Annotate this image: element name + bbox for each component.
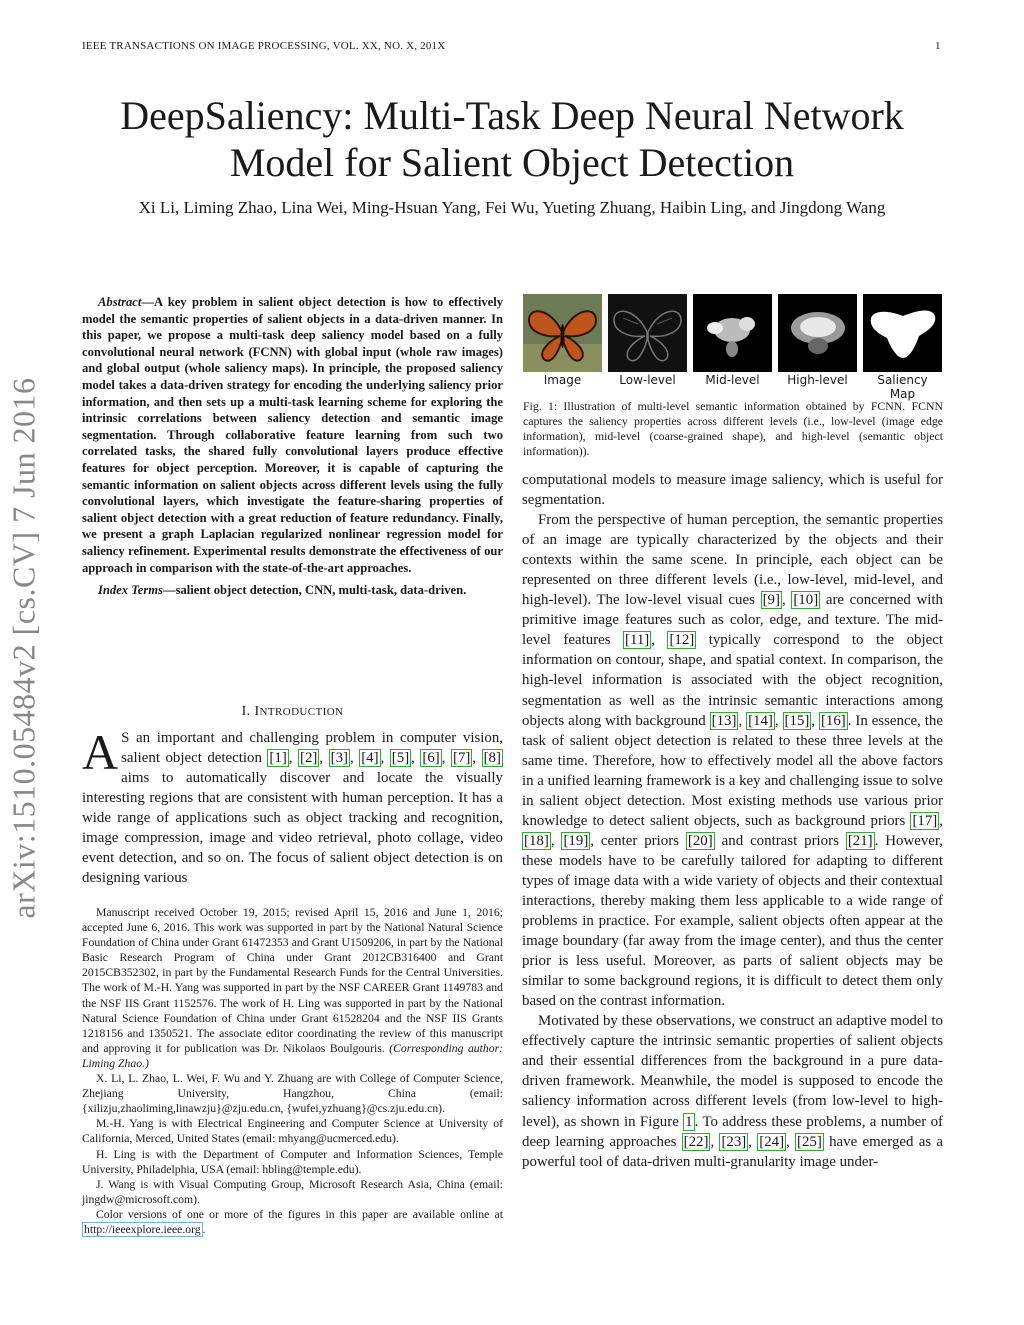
citation-link[interactable]: [10] [793, 592, 819, 609]
citation-link[interactable]: [5] [391, 750, 410, 767]
citation-link[interactable]: [21] [847, 832, 873, 849]
ieeexplore-link[interactable]: http://ieeexplore.ieee.org [84, 1222, 201, 1236]
figure-1-labels [523, 373, 943, 401]
paragraph: computational models to measure image saliency, which is useful for segmentation. [522, 472, 943, 509]
title-line-2: Model for Salient Object Detection [229, 140, 795, 185]
index-terms-label: Index Terms [98, 583, 163, 598]
citation-link[interactable]: [20] [687, 832, 713, 849]
paragraph: Motivated by these observations, we construct an adaptive model to effectively capture the intrinsic semantic properties of salient objects and their essential differences from the background in a pure data-driven framework. Meanwhile, the model is supposed to encode the saliency information across different levels (from low-level to high-level), as shown in Figure 1 . To address these problems, a number of deep learning approaches [22] , [23] , [24] , [25] have emerged as a powerful tool of data-driven multi-granularity image under- [522, 1013, 943, 1170]
citation-link[interactable]: [13] [711, 712, 737, 729]
page-number: 1 [935, 40, 941, 52]
high-level-map [778, 294, 857, 372]
footnote-affiliation: H. Ling is with the Department of Computer and Information Sciences, Temple University, Philadelphia, USA (email: hbling@temple.edu). [82, 1147, 503, 1176]
footnote-affiliation: M.-H. Yang is with Electrical Engineering and Computer Science at University of California, Merced, United States (email: mhyang@ucmerced.edu). [82, 1117, 503, 1146]
index-terms-text: —salient object detection, CNN, multi-task, data-driven. [162, 583, 467, 598]
citation-link[interactable]: [19] [563, 832, 589, 849]
citation-link[interactable]: [4] [361, 750, 379, 767]
citation-link[interactable]: [17] [912, 812, 938, 829]
section-heading-introduction: I. INTRODUCTION [241, 704, 344, 719]
citation-link[interactable]: [14] [748, 712, 773, 729]
footnote-affiliation: J. Wang is with Visual Computing Group, Microsoft Research Asia, China (email: jingdw@microsoft.com). [82, 1177, 503, 1206]
figure-label: High-level [787, 373, 848, 387]
citation-link[interactable]: [2] [300, 750, 318, 767]
citation-link[interactable]: [8] [483, 750, 501, 767]
right-column-text [522, 470, 943, 1172]
footnote-color-versions: Color versions of one or more of the figures in this paper are available online at http://ieeexplore.ieee.org . [84, 1207, 503, 1236]
citation-link[interactable]: [16] [820, 712, 846, 729]
footnote-funding: Manuscript received October 19, 2015; revised April 15, 2016 and June 1, 2016; accepted June 6, 2016. This work was supported in part by the National Natural Science Foundation of China under Grant 61472353 and Grant U1509206, in part by the National Basic Research Program of China under Grant 2012CB316400 and Grant 2015CB352302, in part by the Fundamental Research Funds for the Central Universities. The work of M.-H. Yang was supported in part by the NSF CAREER Grant 1149783 and the NSF IIS Grant 1152576. The work of H. Ling was supported in part by the National Natural Science Foundation of China under Grant 61528204 and the NSF IIS Grants 1218156 and 1350521. The associate editor coordinating the review of this manuscript and approving it for publication was Dr. Nikolaos Boulgouris. (Corresponding author: Liming Zhao.) [82, 906, 504, 1070]
citation-link[interactable]: [23] [721, 1133, 747, 1150]
arxiv-stamp: arXiv:1510.05484v2 [cs.CV] 7 Jun 2016 [5, 377, 42, 919]
figure-label: Mid-level [705, 373, 760, 387]
abstract-text: —A key problem in salient object detection is how to effectively model the semantic properties of salient objects in a data-driven manner. In this paper, we propose a multi-task deep saliency model based on a fully convolutional neural network (FCNN) with global input (whole raw images) and global output (whole saliency maps). In principle, the proposed saliency model takes a data-driven strategy for encoding the underlying saliency prior information, and then sets up a multi-task learning scheme for exploring the intrinsic correlations between saliency detection and semantic image segmentation. Through collaborative feature learning from such two correlated tasks, the shared fully convolutional layers produce effective features for object perception. Moreover, it is capable of capturing the semantic information on salient objects across different levels using the fully convolutional layers, which investigate the feature-sharing properties of salient object detection with a great reduction of feature redundancy. Finally, we present a graph Laplacian regularized nonlinear regression model for saliency refinement. Experimental results demonstrate the effectiveness of our approach in comparison with the state-of-the-art approaches. [82, 295, 503, 575]
figure-label: Low-level [619, 373, 676, 387]
citation-link[interactable]: [18] [524, 832, 549, 849]
figure-label: Image [543, 373, 582, 387]
citation-link[interactable]: [3] [330, 750, 348, 767]
citation-link[interactable]: [12] [669, 632, 695, 649]
citation-link[interactable]: [24] [759, 1133, 785, 1150]
saliency-map [863, 294, 942, 372]
figure-link[interactable]: 1 [685, 1113, 693, 1130]
citation-link[interactable]: [11] [625, 632, 650, 649]
paper-title [0, 92, 1024, 186]
citation-link[interactable]: [9] [762, 592, 780, 609]
footnotes [82, 905, 503, 1237]
figure-1-caption: Fig. 1: Illustration of multi-level semantic information obtained by FCNN. FCNN captures the saliency properties across different levels (i.e., low-level (image edge information), mid-level (coarse-grained shape), and high-level (semantic object information)). [523, 399, 943, 458]
citation-link[interactable]: [15] [784, 712, 810, 729]
footnote-affiliation: X. Li, L. Zhao, L. Wei, F. Wu and Y. Zhuang are with College of Computer Science, Zhejiang University, Hangzhou, China (email: {xilizju,zhaoliming,linawzju}@zju.edu.cn, {wufei,yzhuang}@cs.zju.edu.cn). [82, 1072, 503, 1116]
citation-link[interactable]: [1] [269, 750, 287, 767]
title-line-1: DeepSaliency: Multi-Task Deep Neural Network [120, 93, 904, 138]
mid-level-map [693, 294, 772, 372]
abstract-label: Abstract [98, 295, 142, 309]
figure-label: Saliency Map [877, 373, 928, 401]
introduction-text: A S an important and challenging problem in computer vision, salient object detection [1] , [2] , [3] , [4] , [5] , [6] , [7] , [8] aims to automatically discover and locate the visually interesting regions that are consistent with human perception. It has a wide range of applications such as object tracking and recognition, image compression, image and video retrieval, photo collage, video event detection, and so on. The focus of salient object detection is on designing various [82, 724, 503, 887]
citation-link[interactable]: [6] [422, 750, 440, 767]
butterfly-image [523, 294, 602, 372]
citation-link[interactable]: [22] [683, 1133, 709, 1150]
drop-cap: A [82, 724, 119, 780]
abstract [82, 294, 503, 599]
running-header: IEEE TRANSACTIONS ON IMAGE PROCESSING, VOL. XX, NO. X, 201X [82, 40, 446, 52]
low-level-map [608, 294, 687, 372]
paragraph: From the perspective of human perception, the semantic properties of an image are typically characterized by the objects and their contexts within the same scene. In principle, each object can be represented on three different levels (i.e., low-level, mid-level, and high-level). The low-level visual cues [9] , [10] are concerned with primitive image features such as color, edge, and texture. The mid-level features [11] , [12] typically correspond to the object information on contour, shape, and spatial context. In comparison, the high-level information is associated with the object recognition, segmentation as well as the intrinsic semantic interactions among objects along with background [13] , [14] , [15] , [16] . In essence, the task of salient object detection is related to these three levels at the same time. Therefore, how to effectively model all the above factors in a unified learning framework is a key and challenging issue to solve in salient object detection. Most existing methods use various prior knowledge to detect salient objects, such as background priors [17] , [18] , [19] , center priors [20] and contrast priors [21] . However, these models have to be carefully tailored for adapting to different types of image data with a wide variety of objects and their contextual interactions, thereby making them less applicable to a wide range of problems in practice. For example, salient objects often appear at the image boundary (far away from the image center), and thus the center prior is less useful. Moreover, as parts of salient objects may be similar to some background regions, it is difficult to detect them only based on the contrast information. [522, 512, 943, 1010]
figure-1-images [523, 294, 943, 374]
citation-link[interactable]: [25] [797, 1133, 822, 1150]
citation-link[interactable]: [7] [452, 750, 471, 767]
author-list: Xi Li, Liming Zhao, Lina Wei, Ming-Hsuan Yang, Fei Wu, Yueting Zhuang, Haibin Ling, and Jingdong Wang [138, 198, 886, 217]
